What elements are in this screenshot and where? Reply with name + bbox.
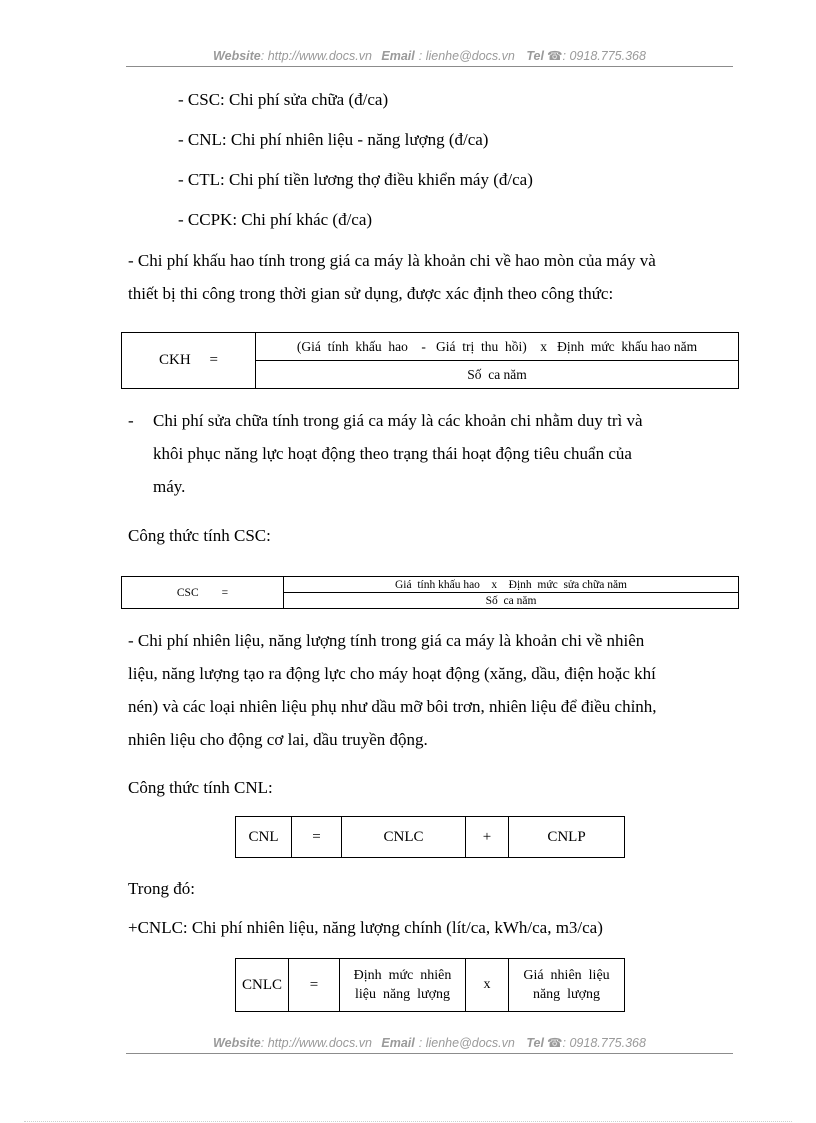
formula-csc-denominator: Số ca năm	[284, 593, 739, 609]
header-tel-label: Tel	[526, 49, 544, 63]
formula-cnlc-lhs: CNLC	[236, 959, 289, 1012]
formula-csc-lhs: CSC =	[122, 577, 284, 609]
header-email-value: : lienhe@docs.vn	[418, 49, 515, 63]
formula-cnl-lhs: CNL	[236, 817, 292, 858]
list-item-cnl: - CNL: Chi phí nhiên liệu - năng lượng (đ/ca)	[178, 130, 489, 149]
repair-paragraph-line1: Chi phí sửa chữa tính trong giá ca máy là các khoản chi nhằm duy trì và	[153, 411, 643, 430]
cnl-formula-label: Công thức tính CNL:	[128, 778, 273, 797]
repair-paragraph-line3: máy.	[153, 477, 186, 496]
footer-tel-label: Tel	[526, 1036, 544, 1050]
header-website-label: Website	[213, 49, 261, 63]
repair-paragraph-dash: -	[128, 411, 134, 430]
page-bottom-border	[24, 1121, 792, 1122]
header-website-value: : http://www.docs.vn	[260, 49, 372, 63]
page-footer	[126, 1035, 733, 1050]
header-rule	[126, 66, 733, 67]
cnlc-definition: +CNLC: Chi phí nhiên liệu, năng lượng chính (lít/ca, kWh/ca, m3/ca)	[128, 918, 603, 937]
phone-icon: ☎	[546, 49, 563, 63]
formula-cnlc-fuel-norm-line1: Định mức nhiên	[353, 968, 452, 983]
footer-website-label: Website	[213, 1036, 261, 1050]
footer-tel-value: : 0918.775.368	[562, 1036, 646, 1050]
fuel-paragraph-line2: liệu, năng lượng tạo ra động lực cho máy hoạt động (xăng, dầu, điện hoặc khí	[128, 664, 656, 683]
page-header	[126, 48, 733, 63]
formula-cnl-equals: =	[292, 817, 342, 858]
formula-ckh-table	[121, 332, 739, 389]
formula-cnl-table	[235, 816, 625, 858]
depreciation-paragraph-line1: - Chi phí khấu hao tính trong giá ca máy là khoản chi về hao mòn của máy và	[128, 251, 656, 270]
formula-cnlc-fuel-norm	[340, 959, 466, 1012]
phone-icon: ☎	[546, 1036, 563, 1050]
footer-website-value: : http://www.docs.vn	[260, 1036, 372, 1050]
header-tel-value: : 0918.775.368	[562, 49, 646, 63]
footer-email-label: Email	[381, 1036, 415, 1050]
formula-cnlc-fuel-price-line1: Giá nhiên liệu	[523, 968, 610, 983]
fuel-paragraph-line1: - Chi phí nhiên liệu, năng lượng tính trong giá ca máy là khoản chi về nhiên	[128, 631, 645, 650]
formula-cnlc-fuel-price	[509, 959, 625, 1012]
formula-cnlc-fuel-norm-line2: liệu năng lượng	[354, 987, 451, 1002]
depreciation-paragraph-line2: thiết bị thi công trong thời gian sử dụng, được xác định theo công thức:	[128, 284, 614, 303]
formula-cnlc-equals: =	[289, 959, 340, 1012]
formula-cnlc-times: x	[466, 959, 509, 1012]
list-item-ctl: - CTL: Chi phí tiền lương thợ điều khiển máy (đ/ca)	[178, 170, 533, 189]
header-email-label: Email	[381, 49, 415, 63]
formula-ckh-lhs: CKH =	[122, 333, 256, 389]
formula-cnlc-table	[235, 958, 625, 1012]
csc-formula-label: Công thức tính CSC:	[128, 526, 271, 545]
fuel-paragraph-line4: nhiên liệu cho động cơ lai, dầu truyền động.	[128, 730, 428, 749]
formula-cnl-plus: +	[466, 817, 509, 858]
formula-cnlc-fuel-price-line2: năng lượng	[532, 987, 601, 1002]
formula-csc-numerator: Giá tính khấu hao x Định mức sửa chữa năm	[284, 577, 739, 593]
fuel-paragraph-line3: nén) và các loại nhiên liệu phụ như dầu mỡ bôi trơn, nhiên liệu để điều chỉnh,	[128, 697, 657, 716]
formula-csc-table	[121, 576, 739, 609]
list-item-csc: - CSC: Chi phí sửa chữa (đ/ca)	[178, 90, 389, 109]
formula-ckh-denominator: Số ca năm	[256, 361, 739, 389]
formula-cnl-cnlc: CNLC	[342, 817, 466, 858]
formula-cnl-cnlp: CNLP	[509, 817, 625, 858]
where-label: Trong đó:	[128, 879, 195, 898]
repair-paragraph-line2: khôi phục năng lực hoạt động theo trạng thái hoạt động tiêu chuẩn của	[153, 444, 632, 463]
footer-email-value: : lienhe@docs.vn	[418, 1036, 515, 1050]
formula-ckh-numerator: (Giá tính khấu hao - Giá trị thu hồi) x Định mức khấu hao năm	[256, 333, 739, 361]
list-item-ccpk: - CCPK: Chi phí khác (đ/ca)	[178, 210, 373, 229]
footer-rule	[126, 1053, 733, 1054]
